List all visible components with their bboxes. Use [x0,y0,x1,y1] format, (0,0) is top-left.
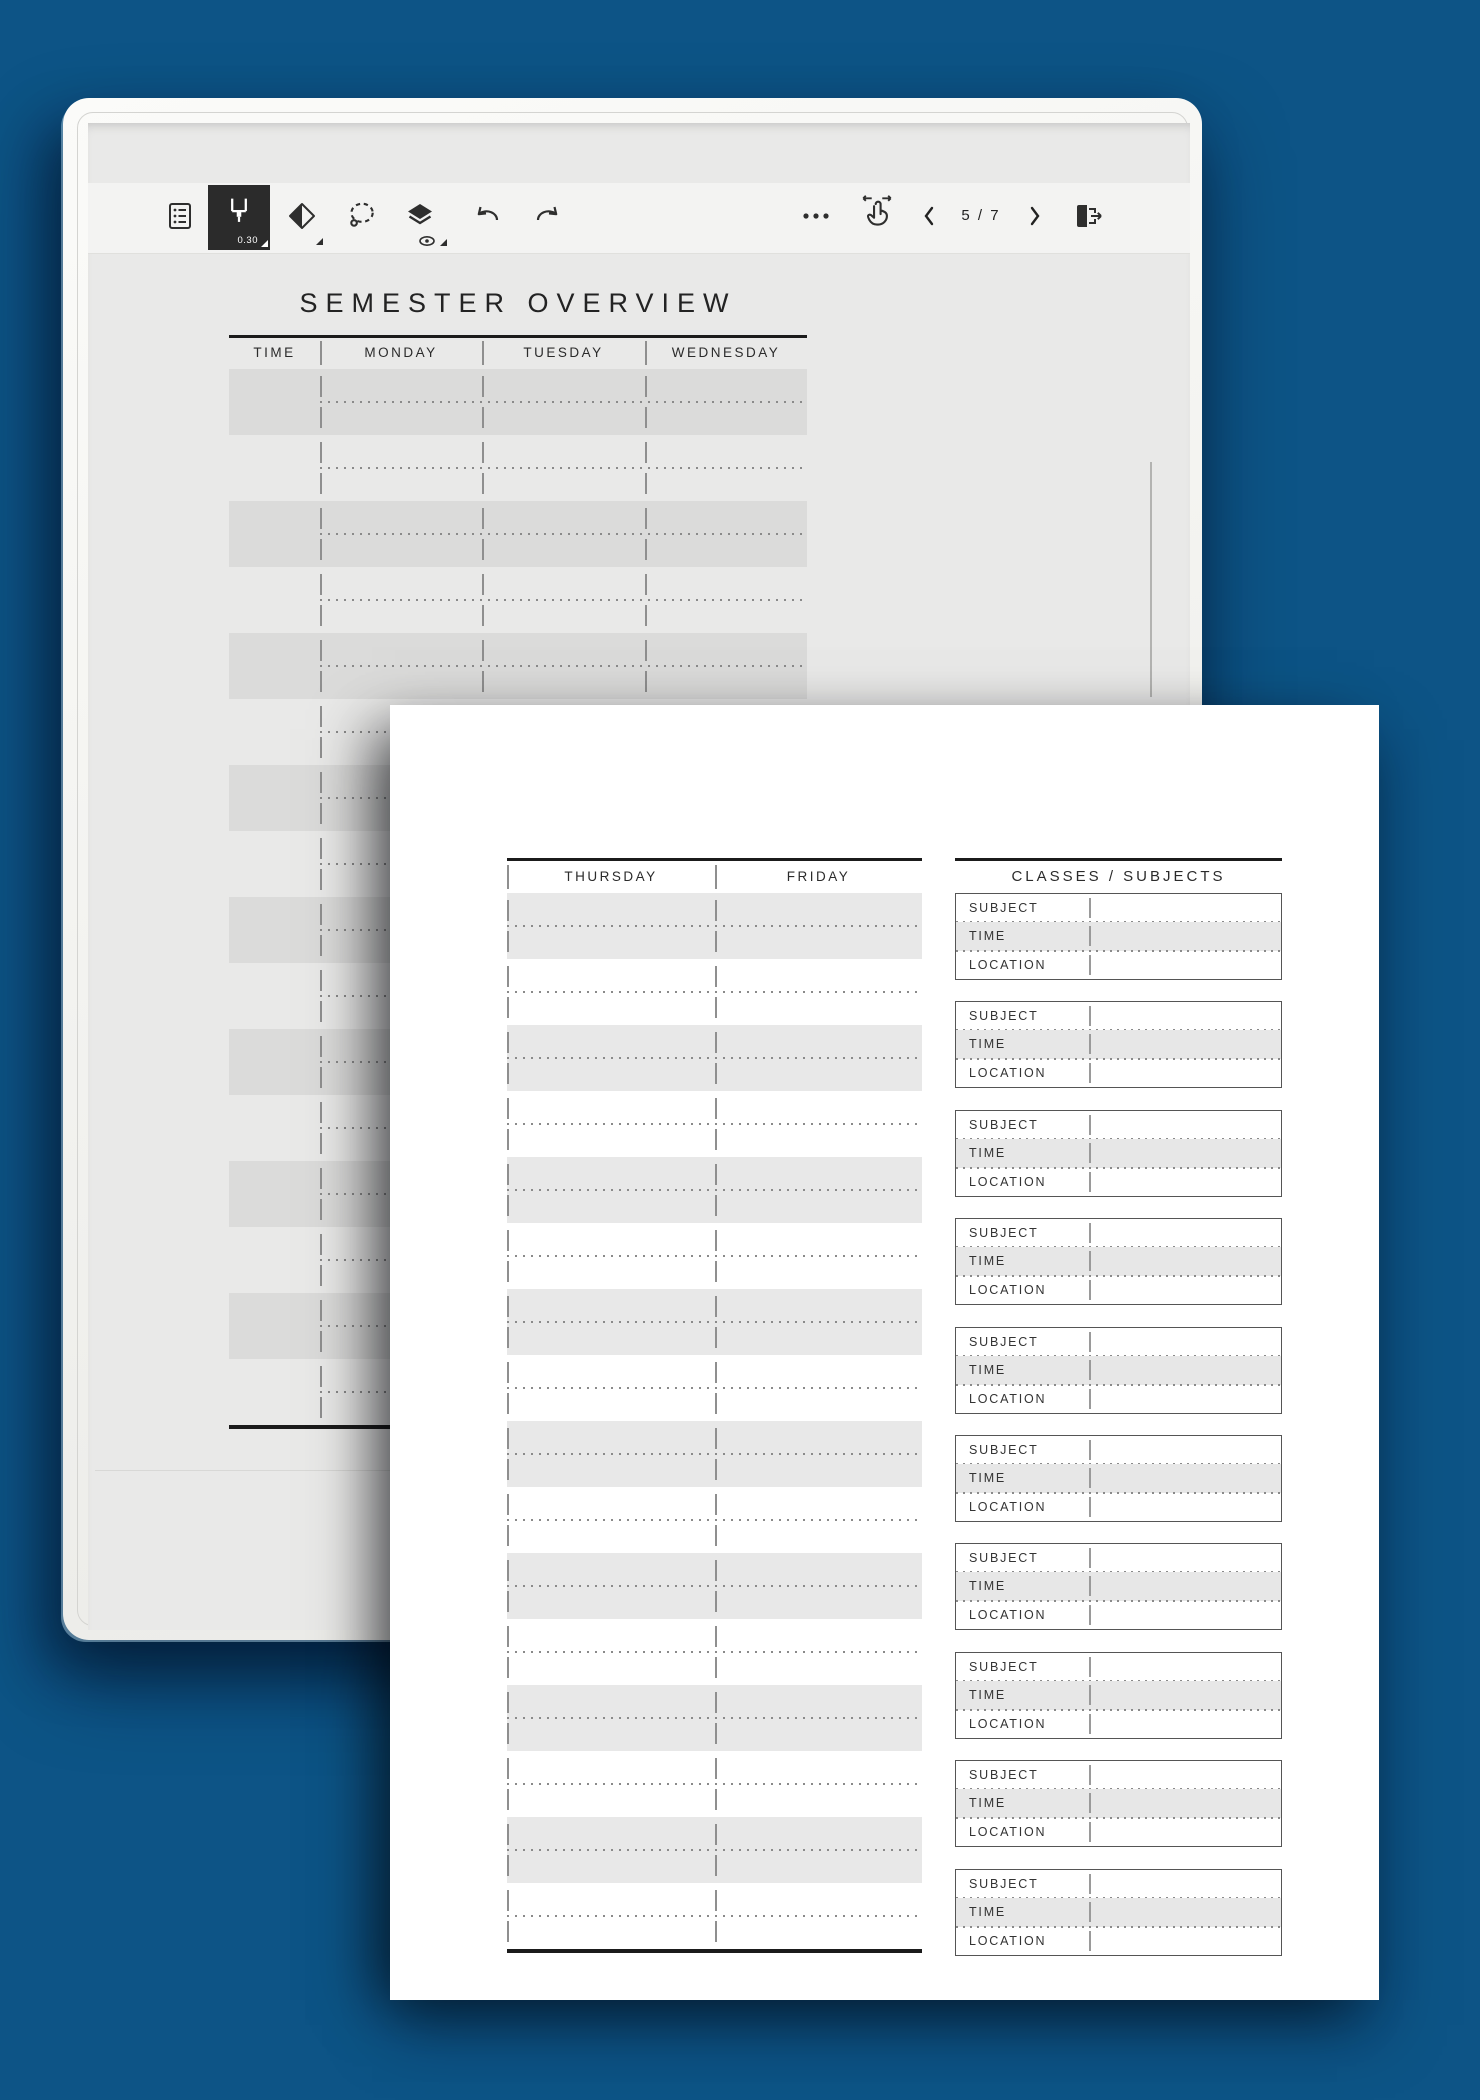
field-divider [1089,1576,1091,1596]
subject-row [956,1870,1281,1898]
field-divider [1089,1063,1091,1083]
row-divider [320,1001,322,1022]
row-divider [482,407,484,428]
layers-icon[interactable] [404,199,436,233]
row-divider [320,671,322,692]
field-divider [1089,1822,1091,1842]
row-divider [645,671,647,692]
corner-marker [261,240,268,247]
subject-block [955,1001,1282,1088]
field-divider [1089,1143,1091,1163]
scroll-indicator[interactable] [1150,462,1152,697]
subject-label: SUBJECT [969,1768,1039,1783]
field-divider [1089,955,1091,975]
field-divider [1089,1548,1091,1568]
lasso-icon[interactable] [345,199,377,233]
row-divider [320,1199,322,1220]
classes-section-title: CLASSES / SUBJECTS [1011,868,1226,885]
location-row [956,1818,1281,1846]
app-toolbar [88,183,1190,254]
row-divider [645,605,647,626]
subject-block [955,1652,1282,1739]
time-row [956,1572,1281,1600]
field-divider [1089,1685,1091,1705]
row-divider [320,376,322,397]
schedule-row [229,501,807,567]
row-divider [482,376,484,397]
subject-label: SUBJECT [969,1009,1039,1024]
subject-row [956,1002,1281,1030]
subject-label: SUBJECT [969,1443,1039,1458]
row-divider [320,1036,322,1057]
field-divider [1089,1931,1091,1951]
field-divider [1089,1172,1091,1192]
contents-icon[interactable] [164,199,196,233]
corner-marker [440,239,447,246]
location-label: LOCATION [969,1282,1047,1297]
time-row [956,1898,1281,1926]
write-line [320,401,807,403]
row-divider [320,1331,322,1352]
field-divider [1089,1389,1091,1409]
subject-label: SUBJECT [969,1551,1039,1566]
row-divider [320,442,322,463]
row-divider [320,970,322,991]
field-divider [1089,1115,1091,1135]
row-divider [320,1133,322,1154]
row-divider [482,605,484,626]
subject-block [955,1218,1282,1305]
subject-label: SUBJECT [969,1118,1039,1133]
field-divider [1089,1280,1091,1300]
subject-block [955,1543,1282,1630]
row-divider [645,539,647,560]
eraser-icon[interactable] [286,199,318,233]
row-divider [482,442,484,463]
subject-row [956,894,1281,922]
row-divider [320,574,322,595]
time-row [956,1681,1281,1709]
field-divider [1089,1360,1091,1380]
time-label: TIME [969,1905,1007,1920]
redo-icon[interactable] [530,199,566,233]
location-label: LOCATION [969,1933,1047,1948]
field-divider [1089,1440,1091,1460]
location-row [956,1276,1281,1304]
write-line [320,533,807,535]
subject-label: SUBJECT [969,1660,1039,1675]
subject-row [956,1544,1281,1572]
page5-table-header [229,337,807,369]
schedule-row [229,435,807,501]
corner-marker [316,238,323,245]
time-row [956,1464,1281,1492]
write-line [320,467,807,469]
subject-block [955,1435,1282,1522]
schedule-row [229,567,807,633]
column-header-wednesday: WEDNESDAY [671,345,781,360]
chevron-left-icon[interactable] [921,199,937,233]
field-divider [1089,1223,1091,1243]
location-label: LOCATION [969,1716,1047,1731]
location-label: LOCATION [969,1499,1047,1514]
location-row [956,951,1281,979]
planner-page-sheet [390,705,1379,2000]
touch-gesture-icon[interactable] [859,195,895,229]
row-divider [320,869,322,890]
header-divider [482,341,484,365]
subject-block [955,1327,1282,1414]
field-divider [1089,1497,1091,1517]
row-divider [482,640,484,661]
pen-tool-button-active[interactable] [208,185,270,250]
row-divider [320,935,322,956]
location-row [956,1927,1281,1955]
row-divider [320,803,322,824]
row-divider [482,539,484,560]
column-header-friday: FRIDAY [786,869,851,884]
write-line [320,599,807,601]
location-row [956,1710,1281,1738]
page-bottom-edge [95,1470,390,1471]
time-row [956,1139,1281,1167]
row-divider [482,574,484,595]
subject-row [956,1219,1281,1247]
row-divider [320,904,322,925]
time-row [956,1356,1281,1384]
undo-icon[interactable] [469,199,505,233]
schedule-row [229,369,807,435]
time-label: TIME [969,1471,1007,1486]
location-label: LOCATION [969,1174,1047,1189]
field-divider [1089,1034,1091,1054]
row-divider [320,1366,322,1387]
column-header-monday: MONDAY [364,345,438,360]
time-label: TIME [969,1688,1007,1703]
row-divider [320,473,322,494]
field-divider [1089,1251,1091,1271]
field-divider [1089,1765,1091,1785]
location-label: LOCATION [969,1607,1047,1622]
subject-blocks [390,705,1379,2000]
field-divider [1089,1793,1091,1813]
row-divider [320,1300,322,1321]
location-row [956,1601,1281,1629]
time-label: TIME [969,1363,1007,1378]
field-divider [1089,1874,1091,1894]
row-divider [320,1397,322,1418]
row-divider [645,640,647,661]
location-row [956,1059,1281,1087]
row-divider [320,772,322,793]
row-divider [320,1067,322,1088]
time-row [956,1030,1281,1058]
subject-label: SUBJECT [969,1877,1039,1892]
row-divider [482,508,484,529]
subject-row [956,1761,1281,1789]
row-divider [320,706,322,727]
subject-row [956,1436,1281,1464]
row-divider [320,508,322,529]
row-divider [320,737,322,758]
subject-row [956,1653,1281,1681]
row-divider [320,640,322,661]
time-label: TIME [969,1037,1007,1052]
field-divider [1089,1332,1091,1352]
field-divider [1089,926,1091,946]
schedule-row [229,633,807,699]
row-divider [482,473,484,494]
time-row [956,922,1281,950]
row-divider [320,605,322,626]
row-divider [320,838,322,859]
row-divider [320,539,322,560]
row-divider [645,574,647,595]
subject-block [955,1760,1282,1847]
column-header-thursday: THURSDAY [564,869,658,884]
header-divider [645,341,647,365]
more-icon[interactable] [798,199,834,233]
time-row [956,1789,1281,1817]
time-row [956,1247,1281,1275]
subject-row [956,1111,1281,1139]
subject-block [955,1869,1282,1956]
row-divider [320,1102,322,1123]
page-indicator: 5 / 7 [961,207,1001,224]
export-icon[interactable] [1070,199,1106,233]
row-divider [320,1168,322,1189]
location-label: LOCATION [969,1824,1047,1839]
row-divider [320,407,322,428]
time-label: TIME [969,1254,1007,1269]
row-divider [645,473,647,494]
row-divider [482,671,484,692]
subject-row [956,1328,1281,1356]
header-divider [320,341,322,365]
subject-block [955,1110,1282,1197]
location-row [956,1168,1281,1196]
row-divider [320,1234,322,1255]
pen-icon [222,193,256,227]
time-label: TIME [969,1579,1007,1594]
subject-block [955,893,1282,980]
row-divider [320,1265,322,1286]
field-divider [1089,1605,1091,1625]
field-divider [1089,1468,1091,1488]
time-label: TIME [969,1146,1007,1161]
column-header-time: TIME [253,345,296,360]
field-divider [1089,1714,1091,1734]
row-divider [645,407,647,428]
chevron-right-icon[interactable] [1027,199,1043,233]
location-label: LOCATION [969,1391,1047,1406]
time-label: TIME [969,1796,1007,1811]
row-divider [645,508,647,529]
subject-label: SUBJECT [969,1226,1039,1241]
row-divider [645,376,647,397]
location-label: LOCATION [969,1065,1047,1080]
column-header-tuesday: TUESDAY [523,345,604,360]
write-line [320,665,807,667]
eye-icon[interactable] [419,236,435,246]
location-label: LOCATION [969,957,1047,972]
subject-label: SUBJECT [969,901,1039,916]
row-divider [645,442,647,463]
pen-size-label: 0.30 [237,235,258,246]
location-row [956,1385,1281,1413]
subject-label: SUBJECT [969,1335,1039,1350]
location-row [956,1493,1281,1521]
field-divider [1089,1657,1091,1677]
field-divider [1089,1006,1091,1026]
time-label: TIME [969,929,1007,944]
page-title: SEMESTER OVERVIEW [299,288,737,318]
field-divider [1089,898,1091,918]
field-divider [1089,1902,1091,1922]
